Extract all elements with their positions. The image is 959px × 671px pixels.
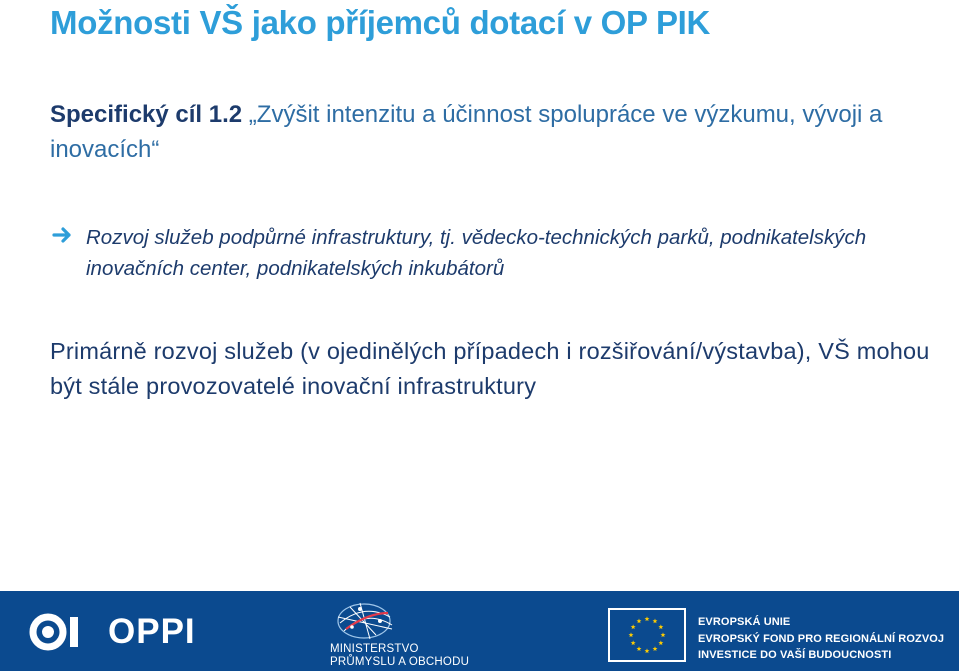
eu-star (631, 640, 636, 645)
slide-title: Možnosti VŠ jako příjemců dotací v OP PIK (50, 4, 711, 41)
eu-line-2: EVROPSKÝ FOND PRO REGIONÁLNÍ ROZVOJ (698, 632, 945, 645)
eu-star (653, 646, 658, 651)
oppi-logo (28, 607, 196, 657)
footer-bar (0, 591, 959, 671)
bullet-text: Rozvoj služeb podpůrné infrastruktury, tj. vědecko-technických parků, podnikatelských inovačních center, podnikatelských inkubátorů (86, 226, 867, 280)
ministry-logo (330, 599, 490, 667)
eu-star (637, 619, 642, 624)
oppi-logo-icon (28, 608, 86, 656)
bullet-item (52, 222, 922, 284)
oppi-logo-text: OPPI (108, 612, 196, 651)
eu-line-3: INVESTICE DO VAŠÍ BUDOUCNOSTI (698, 649, 892, 661)
ministry-line-1: MINISTERSTVO (330, 643, 419, 655)
eu-line-1: EVROPSKÁ UNIE (698, 616, 791, 628)
objective-text: „Zvýšit intenzitu a účinnost spolupráce ve výzkumu, vývoji a inovacích“ (50, 101, 883, 163)
eu-star (658, 624, 663, 629)
eu-star (645, 616, 650, 621)
globe-network-icon (330, 599, 400, 641)
objective-label: Specifický cíl 1.2 (50, 101, 243, 128)
ministry-line-2: PRŮMYSLU A OBCHODU (330, 656, 470, 668)
eu-star (637, 646, 642, 651)
eu-star (661, 632, 666, 637)
eu-star (631, 624, 636, 629)
specific-objective (50, 97, 930, 167)
eu-star (629, 632, 634, 637)
arrow-right-icon (52, 226, 74, 244)
eu-star (653, 619, 658, 624)
eu-flag-icon (610, 610, 684, 660)
body-paragraph: Primárně rozvoj služeb (v ojedinělých případech i rozšiřování/výstavba), VŠ mohou být stále provozovatelé inovační infrastruktury (50, 338, 930, 399)
eu-star (658, 640, 663, 645)
eu-star (645, 648, 650, 653)
eu-info (698, 614, 944, 664)
eu-flag (608, 608, 686, 662)
